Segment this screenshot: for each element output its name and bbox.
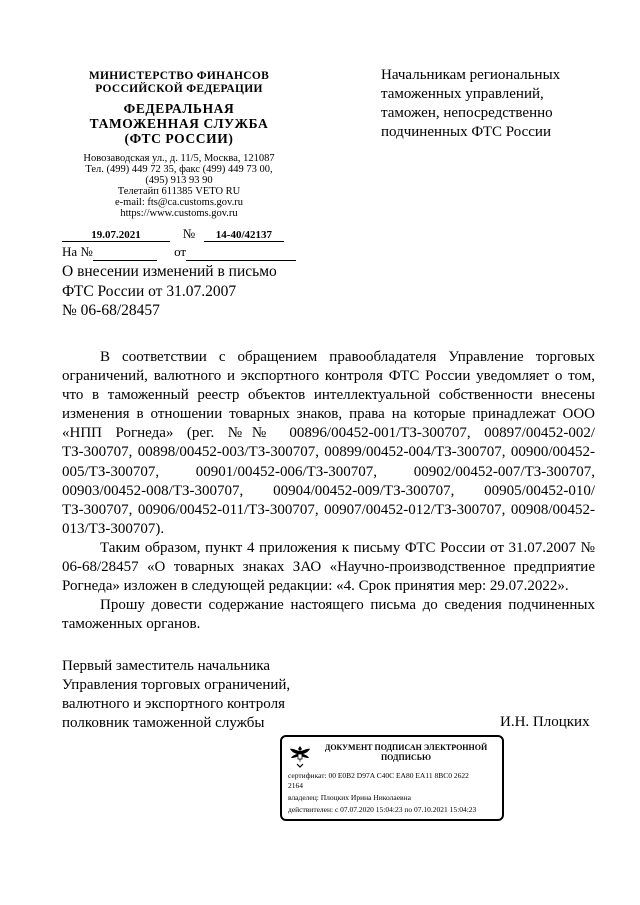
letter-body [62,348,595,634]
stamp-title-line-1: ДОКУМЕНТ ПОДПИСАН ЭЛЕКТРОННОЙ [324,743,488,752]
email: e-mail: fts@ca.customs.gov.ru [115,197,243,208]
ref-label: На № [62,244,93,259]
eagle-emblem-icon [288,743,312,769]
teletype: Телетайп 611385 VETO RU [117,186,241,197]
phone-line-1: Тел. (499) 449 72 35, факс (499) 449 73 00, [85,164,273,175]
signature-block [62,657,362,733]
ref-blank [93,244,157,261]
subject-line: № 06-68/28457 [62,302,160,319]
addressee-line: подчиненных ФТС России [381,124,551,140]
from-label: от [174,244,187,259]
subject [62,262,362,321]
addressee [381,66,621,142]
body-paragraph-2: Таким образом, пункт 4 приложения к письму ФТС России от 31.07.2007 № 06-68/28457 «О товарных знаках ЗАО «Научно-производственное предприятие Рогнеда» изложен в следующей редакции: «4. Срок принятия мер: 29.07.2022». [62,539,595,595]
ref-row [62,244,296,261]
body-paragraph-1: В соответствии с обращением правообладателя Управление торговых ограничений, валютного и экспортного контроля ФТС России уведомляет о том, что в таможенный реестр объектов интеллектуальной собственности внесены изменения в отношении товарных знаков, права на которые принадлежат ООО «НПП Рогнеда» (рег. №№ 00896/00452-001/ТЗ-300707, 00897/00452-002/ТЗ-300707, 00898/00452-003/ТЗ-300707, 00899/00452-004/ТЗ-300707, 00900/00452-005/ТЗ-300707, 00901/00452-006/ТЗ-300707, 00902/00452-007/ТЗ-300707, 00903/00452-008/ТЗ-300707, 00904/00452-009/ТЗ-300707, 00905/00452-010/ТЗ-300707, 00906/00452-011/ТЗ-300707, 00907/00452-012/ТЗ-300707, 00908/00452-013/ТЗ-300707). [62,349,595,537]
service-name-3: (ФТС РОССИИ) [124,131,234,146]
doc-date: 19.07.2021 [62,229,170,242]
country-name: РОССИЙСКОЙ ФЕДЕРАЦИИ [95,83,263,95]
signatory-title-line: Управления торговых ограничений, [62,677,291,693]
addressee-line: таможенных управлений, [381,86,544,102]
addressee-line: Начальникам региональных [381,67,561,83]
signatory-title-line: Первый заместитель начальника [62,658,271,674]
stamp-owner: владелец: Плоцких Ирина Николаевна [288,793,411,802]
doc-number-row [62,226,284,242]
stamp-validity: действителен: с 07.07.2020 15:04:23 по 07.10.2021 15:04:23 [288,805,477,814]
subject-line: ФТС России от 31.07.2007 [62,282,237,300]
doc-number: 14-40/42137 [204,229,284,242]
signatory-title-line: валютного и экспортного контроля [62,696,285,712]
e-signature-stamp [280,735,504,821]
stamp-title-line-2: ПОДПИСЬЮ [380,753,432,762]
body-paragraph-3: Прошу довести содержание настоящего письма до сведения подчиненных таможенных органов. [62,597,595,633]
subject-line: О внесении изменений в письмо [62,263,277,280]
stamp-title [316,743,496,763]
address: Новозаводская ул., д. 11/5, Москва, 121087 [83,153,275,164]
phone-line-2: (495) 913 93 90 [145,175,213,186]
number-label: № [182,226,196,241]
letterhead [60,70,298,219]
addressee-line: таможен, непосредственно [381,105,553,121]
service-name-2: ТАМОЖЕННАЯ СЛУЖБА [89,116,269,131]
stamp-certificate-2: 2164 [288,781,303,790]
ministry-name: МИНИСТЕРСТВО ФИНАНСОВ [88,70,270,82]
signatory-name: И.Н. Плоцких [500,714,590,730]
stamp-certificate-1: сертификат: 00 E0B2 D97A C40C EA80 EA11 8BC0 2622 [288,771,469,780]
website: https://www.customs.gov.ru [120,208,238,219]
service-name-1: ФЕДЕРАЛЬНАЯ [123,101,235,116]
signatory-title-line: полковник таможенной службы [62,715,265,731]
from-blank [186,244,296,261]
